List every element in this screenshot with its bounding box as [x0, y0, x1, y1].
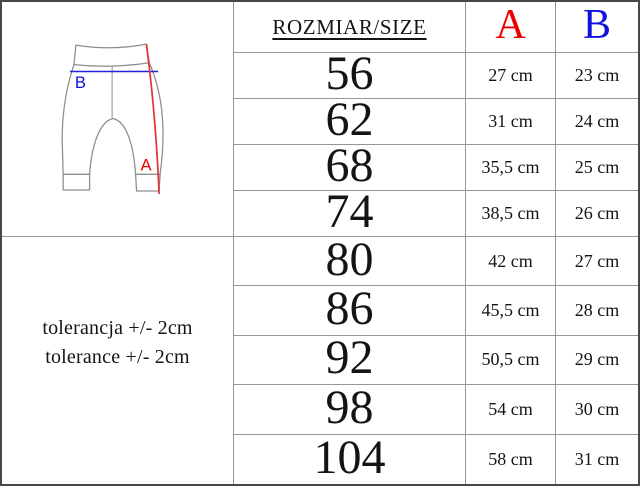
measurement-a: 58 cm [466, 435, 556, 484]
pants-diagram [2, 2, 233, 236]
size-value: 92 [234, 336, 466, 385]
measurement-b: 27 cm [556, 237, 638, 286]
measurement-a: 38,5 cm [466, 191, 556, 237]
size-chart-grid [2, 2, 638, 484]
size-value: 68 [234, 145, 466, 191]
size-value: 98 [234, 385, 466, 434]
diagram-label-b: B [74, 73, 87, 93]
measurement-a: 35,5 cm [466, 145, 556, 191]
measurement-b: 25 cm [556, 145, 638, 191]
measurement-b: 26 cm [556, 191, 638, 237]
size-value: 56 [234, 53, 466, 99]
size-value: 86 [234, 286, 466, 335]
measurement-a: 50,5 cm [466, 336, 556, 385]
measurement-b: 31 cm [574, 448, 620, 469]
size-value: 62 [234, 99, 466, 145]
measurement-a: 54 cm [466, 385, 556, 434]
column-header-b: B [556, 2, 638, 53]
tolerance-line-en: tolerance +/- 2cm [45, 346, 190, 369]
measurement-b: 23 cm [556, 53, 638, 99]
measurement-a: 42 cm [466, 237, 556, 286]
measurement-b: 29 cm [556, 336, 638, 385]
diagram-label-a: A [140, 155, 152, 175]
size-value: 104 [234, 435, 466, 484]
measurement-a: 31 cm [466, 99, 556, 145]
tolerance-line-pl: tolerancja +/- 2cm [42, 317, 193, 340]
measurement-b: 24 cm [556, 99, 638, 145]
column-header-a: A [466, 2, 556, 53]
measurement-a: 27 cm [466, 53, 556, 99]
measurement-b: 30 cm [556, 385, 638, 434]
tolerance-note [2, 237, 234, 484]
column-header-size: ROZMIAR/SIZE [234, 2, 466, 53]
pants-diagram-cell [2, 2, 234, 237]
measurement-a: 45,5 cm [466, 286, 556, 335]
size-value: 74 [234, 191, 466, 237]
size-value: 80 [234, 237, 466, 286]
measurement-b: 28 cm [556, 286, 638, 335]
